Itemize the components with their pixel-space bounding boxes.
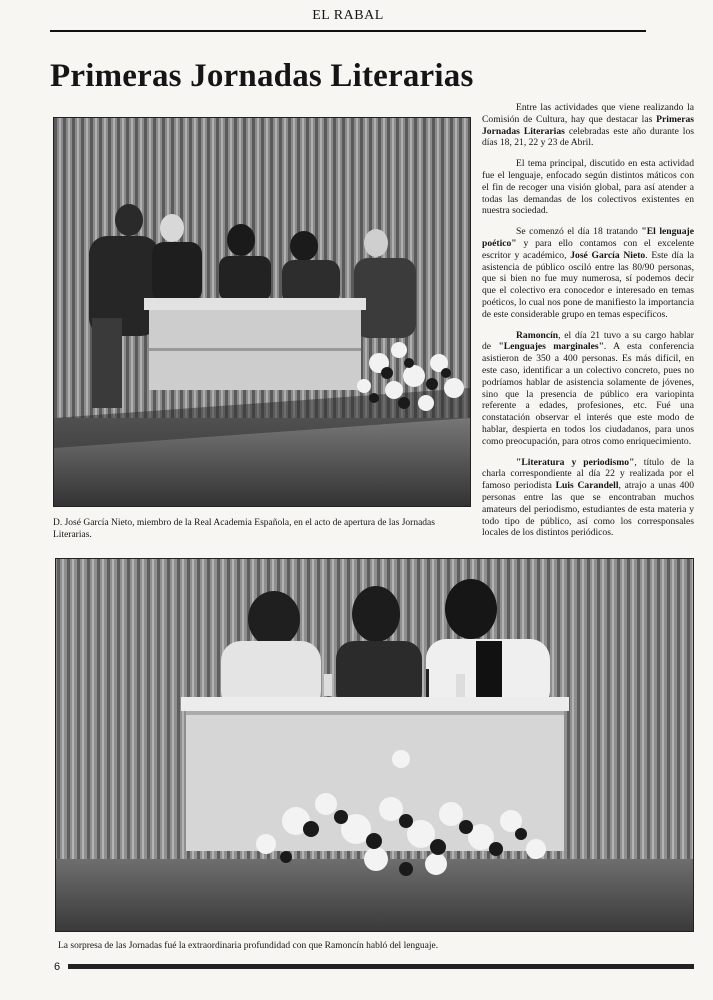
paragraph-3-text-b: y para ello contamos con el excelente escritor y académico, [482, 237, 694, 261]
paragraph-5-bold-b: Luis Carandell [555, 480, 619, 492]
header-rule [50, 30, 646, 32]
paragraph-2-text-a: El tema principal, discutido en esta actividad fue el lenguaje, enfocado según distintos máticos con el fin de recoger una visión global, para así atender a todas las demandas de los colectivos existentes en nuestra sociedad. [482, 158, 694, 217]
paragraph-5-text-b: , atrajo a unas 400 personas entre las que se encontraban muchos amateurs del periodismo, estudiantes de esta materia y todo tipo de público, así como los corresponsales locales de los distintos periódicos. [482, 480, 694, 539]
paragraph-3-bold-b: José García Nieto [570, 249, 646, 261]
page-number: 6 [54, 961, 61, 973]
paragraph-3-text-c: . Este día la asistencia de público osciló entre las 80/90 personas, que si bien no fue muy numerosa, sí podemos decir que el colectivo era conocedor e interesado en temas poéticos, lo cual nos pone de manifiesto la importancia de este considerable grupo en temas específicos. [482, 249, 694, 320]
paragraph-3-bold-a: "El lenguaje poético" [482, 226, 694, 249]
article-paragraph-2 [482, 158, 694, 217]
article-body [482, 102, 694, 548]
article-paragraph-1 [482, 102, 694, 149]
photo-opening-panel [53, 117, 471, 507]
photo-opening-panel-image [54, 118, 470, 506]
paragraph-4-text-b: . A esta conferencia asistieron de 350 a 400 personas. Es más difícil, en este caso, identificar a un colectivo concreto, pues no podríamos hablar de asistencia solamente de jóvenes, sino que la presencia de público era variopinta referente a edades, profesiones, etc. Fué una constatación observar el interés que este modo de hablar, despierta en todos los ciudadanos, para unos como preocupación, para otros como enriquecimiento. [482, 341, 694, 447]
article-title: Primeras Jornadas Literarias [50, 58, 474, 94]
photo-opening-panel-caption: D. José García Nieto, miembro de la Real Academia Española, en el acto de apertura de las Jornadas Literarias. [53, 518, 435, 540]
photo-ramoncin-talk-image [56, 559, 693, 931]
paragraph-4-bold-b: "Lenguajes marginales" [498, 341, 604, 353]
article-paragraph-4 [482, 330, 694, 448]
paragraph-5-bold-a: "Literatura y periodismo" [516, 456, 635, 468]
paragraph-1-bold-a: Primeras Jornadas Literarias [482, 113, 694, 137]
footer-rule [68, 964, 694, 969]
article-paragraph-3 [482, 226, 694, 320]
photo-ramoncin-talk-caption: La sorpresa de las Jornadas fué la extraordinaria profundidad con que Ramoncín habló del lenguaje. [58, 941, 439, 951]
paragraph-1-text-b: celebradas este año durante los días 18, 21, 22 y 23 de Abril. [482, 125, 695, 149]
paragraph-4-bold-a: Ramoncín [516, 329, 559, 341]
publication-header: EL RABAL [312, 8, 384, 23]
paragraph-4-text-a: , el día 21 tuvo a su cargo hablar de [482, 329, 694, 353]
paragraph-3-text-a: Se comenzó el día 18 tratando [516, 226, 642, 238]
paragraph-1-text-a: Entre las actividades que viene realizando la Comisión de Cultura, hay que destacar las [482, 102, 694, 125]
article-paragraph-5 [482, 457, 694, 540]
photo-ramoncin-talk [55, 558, 694, 932]
paragraph-5-text-a: , título de la charla correspondiente al día 22 y realizada por el famoso periodista [482, 456, 695, 492]
